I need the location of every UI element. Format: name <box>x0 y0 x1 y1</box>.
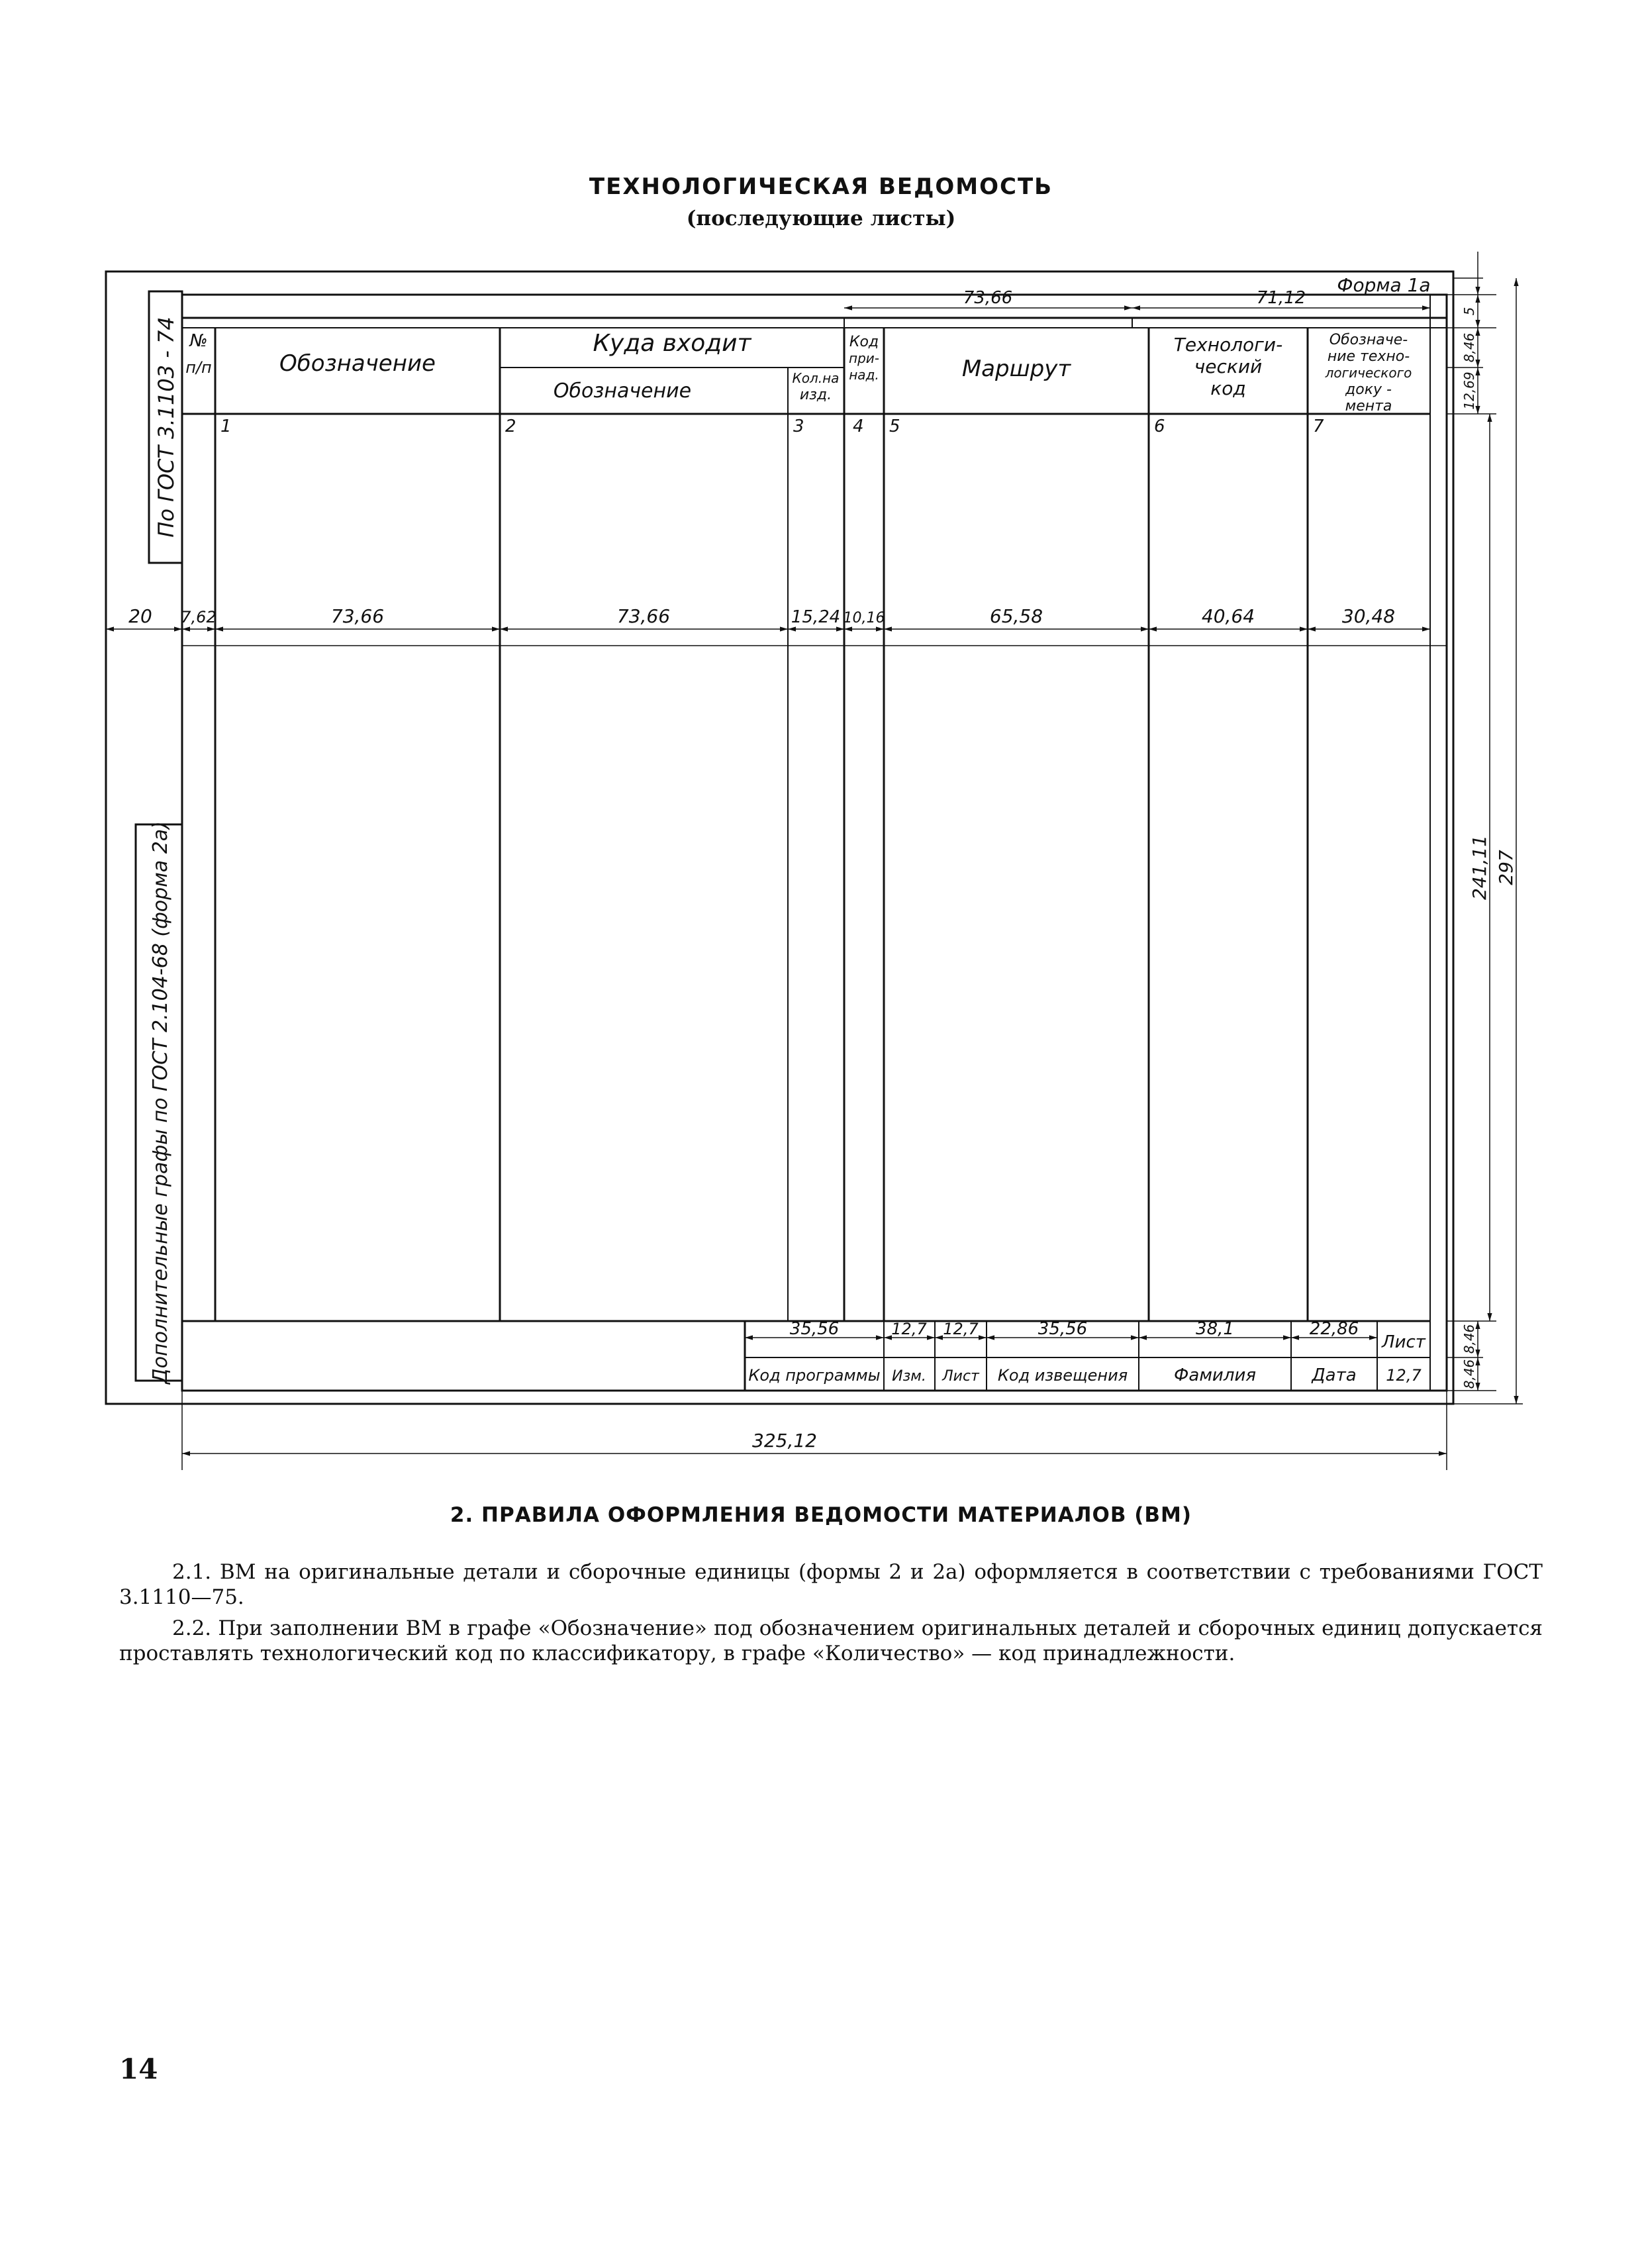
colnum-1: 1 <box>220 417 232 436</box>
sheet-border <box>106 271 1453 1404</box>
header-designation: Обозначение <box>279 350 436 377</box>
dim-top-route: 73,66 <box>963 288 1013 308</box>
colnum-4: 4 <box>853 417 864 436</box>
dim-right-24111: 241,11 <box>1469 835 1490 900</box>
header-where-goes: Куда входит <box>593 330 751 357</box>
dim-right-846b: 8,46 <box>1461 1324 1477 1354</box>
dim-col-doc: 30,48 <box>1341 605 1396 627</box>
footer-dim-prog: 35,56 <box>789 1319 840 1339</box>
footer-dim-izm: 12,7 <box>891 1320 927 1338</box>
footer-surname: Фамилия <box>1174 1365 1256 1385</box>
footer-notice: Код извещения <box>997 1366 1128 1385</box>
header-tech1: Технологи- <box>1173 334 1283 356</box>
header-code3: над. <box>849 367 879 383</box>
colnum-3: 3 <box>793 417 804 436</box>
dim-col-designation: 73,66 <box>330 605 385 627</box>
dim-col-qty: 15,24 <box>791 607 841 627</box>
footer-izm: Изм. <box>892 1368 926 1385</box>
footer-dim-notice: 35,56 <box>1038 1319 1088 1339</box>
header-tech2: ческий <box>1194 356 1263 377</box>
dim-col-num: 7,62 <box>181 608 217 626</box>
header-qty1: Кол.на <box>792 370 840 386</box>
footer-dim-date: 22,86 <box>1309 1319 1359 1339</box>
paragraph-2-2-text: 2.2. При заполнении ВМ в графе «Обозначение» под обозначением оригинальных деталей и сборочных единиц допускается проставлять технологический код по классификатору, в графе «Количество» — код принадлежности. <box>119 1616 1543 1665</box>
dim-col-where: 73,66 <box>616 605 671 627</box>
dim-right-297: 297 <box>1495 850 1517 885</box>
side-label-bottom: Дополнительные графы по ГОСТ 2.104-68 (форма 2а) <box>149 821 172 1384</box>
header-code1: Код <box>849 334 879 350</box>
header-where-designation: Обозначение <box>553 379 692 403</box>
footer-dim-surname: 38,1 <box>1196 1319 1234 1339</box>
header-doc2: ние техно- <box>1327 348 1410 365</box>
page-title: ТЕХНОЛОГИЧЕСКАЯ ВЕДОМОСТЬ <box>589 173 1053 200</box>
colnum-7: 7 <box>1313 417 1324 436</box>
header-tech3: код <box>1210 377 1246 399</box>
dim-right-846a: 8,46 <box>1461 332 1477 363</box>
header-doc1: Обозначе- <box>1329 332 1408 348</box>
dim-col-route: 65,58 <box>989 605 1043 627</box>
header-doc3: логического <box>1325 365 1412 381</box>
header-doc4: доку - <box>1345 381 1392 398</box>
footer-prog-code: Код программы <box>748 1366 881 1385</box>
paragraph-2-1-text: 2.1. ВМ на оригинальные детали и сборочные единицы (формы 2 и 2а) оформляется в соответствии с требованиями ГОСТ 3.1110—75. <box>119 1560 1543 1609</box>
page-subtitle: (последующие листы) <box>686 207 956 230</box>
header-doc5: мента <box>1345 398 1392 415</box>
header-code2: при- <box>849 350 879 366</box>
paragraph-2-2 <box>119 1616 1543 1666</box>
dim-overall-width: 325,12 <box>752 1430 817 1452</box>
header-route: Маршрут <box>961 356 1071 382</box>
footer-dim-list: 12,7 <box>943 1320 979 1338</box>
page-number: 14 <box>119 2053 158 2085</box>
dim-left-margin: 20 <box>128 605 152 627</box>
section-title: 2. ПРАВИЛА ОФОРМЛЕНИЯ ВЕДОМОСТИ МАТЕРИАЛОВ (ВМ) <box>450 1503 1192 1527</box>
colnum-6: 6 <box>1154 417 1165 436</box>
footer-sheet-label: Лист <box>1382 1332 1425 1352</box>
paragraph-2-1 <box>119 1559 1543 1610</box>
dim-right-846c: 8,46 <box>1461 1359 1477 1389</box>
footer-dim-sheet: 12,7 <box>1386 1366 1422 1385</box>
dim-right-1269: 12,69 <box>1461 371 1477 410</box>
dim-col-code: 10,16 <box>843 610 885 626</box>
header-num2: п/п <box>185 358 212 377</box>
main-frame <box>182 295 1447 1391</box>
footer-date: Дата <box>1312 1365 1357 1385</box>
dim-right-5: 5 <box>1461 307 1477 316</box>
footer-list2: Лист <box>942 1368 979 1385</box>
dim-top-tech: 71,12 <box>1256 288 1306 308</box>
form-label: Форма 1а <box>1337 274 1431 296</box>
side-label-top: По ГОСТ 3.1103 - 74 <box>154 317 179 538</box>
header-qty2: изд. <box>799 387 832 403</box>
colnum-2: 2 <box>505 417 516 436</box>
header-num: № <box>189 331 208 351</box>
dim-col-tech: 40,64 <box>1201 605 1255 627</box>
colnum-5: 5 <box>889 417 900 436</box>
